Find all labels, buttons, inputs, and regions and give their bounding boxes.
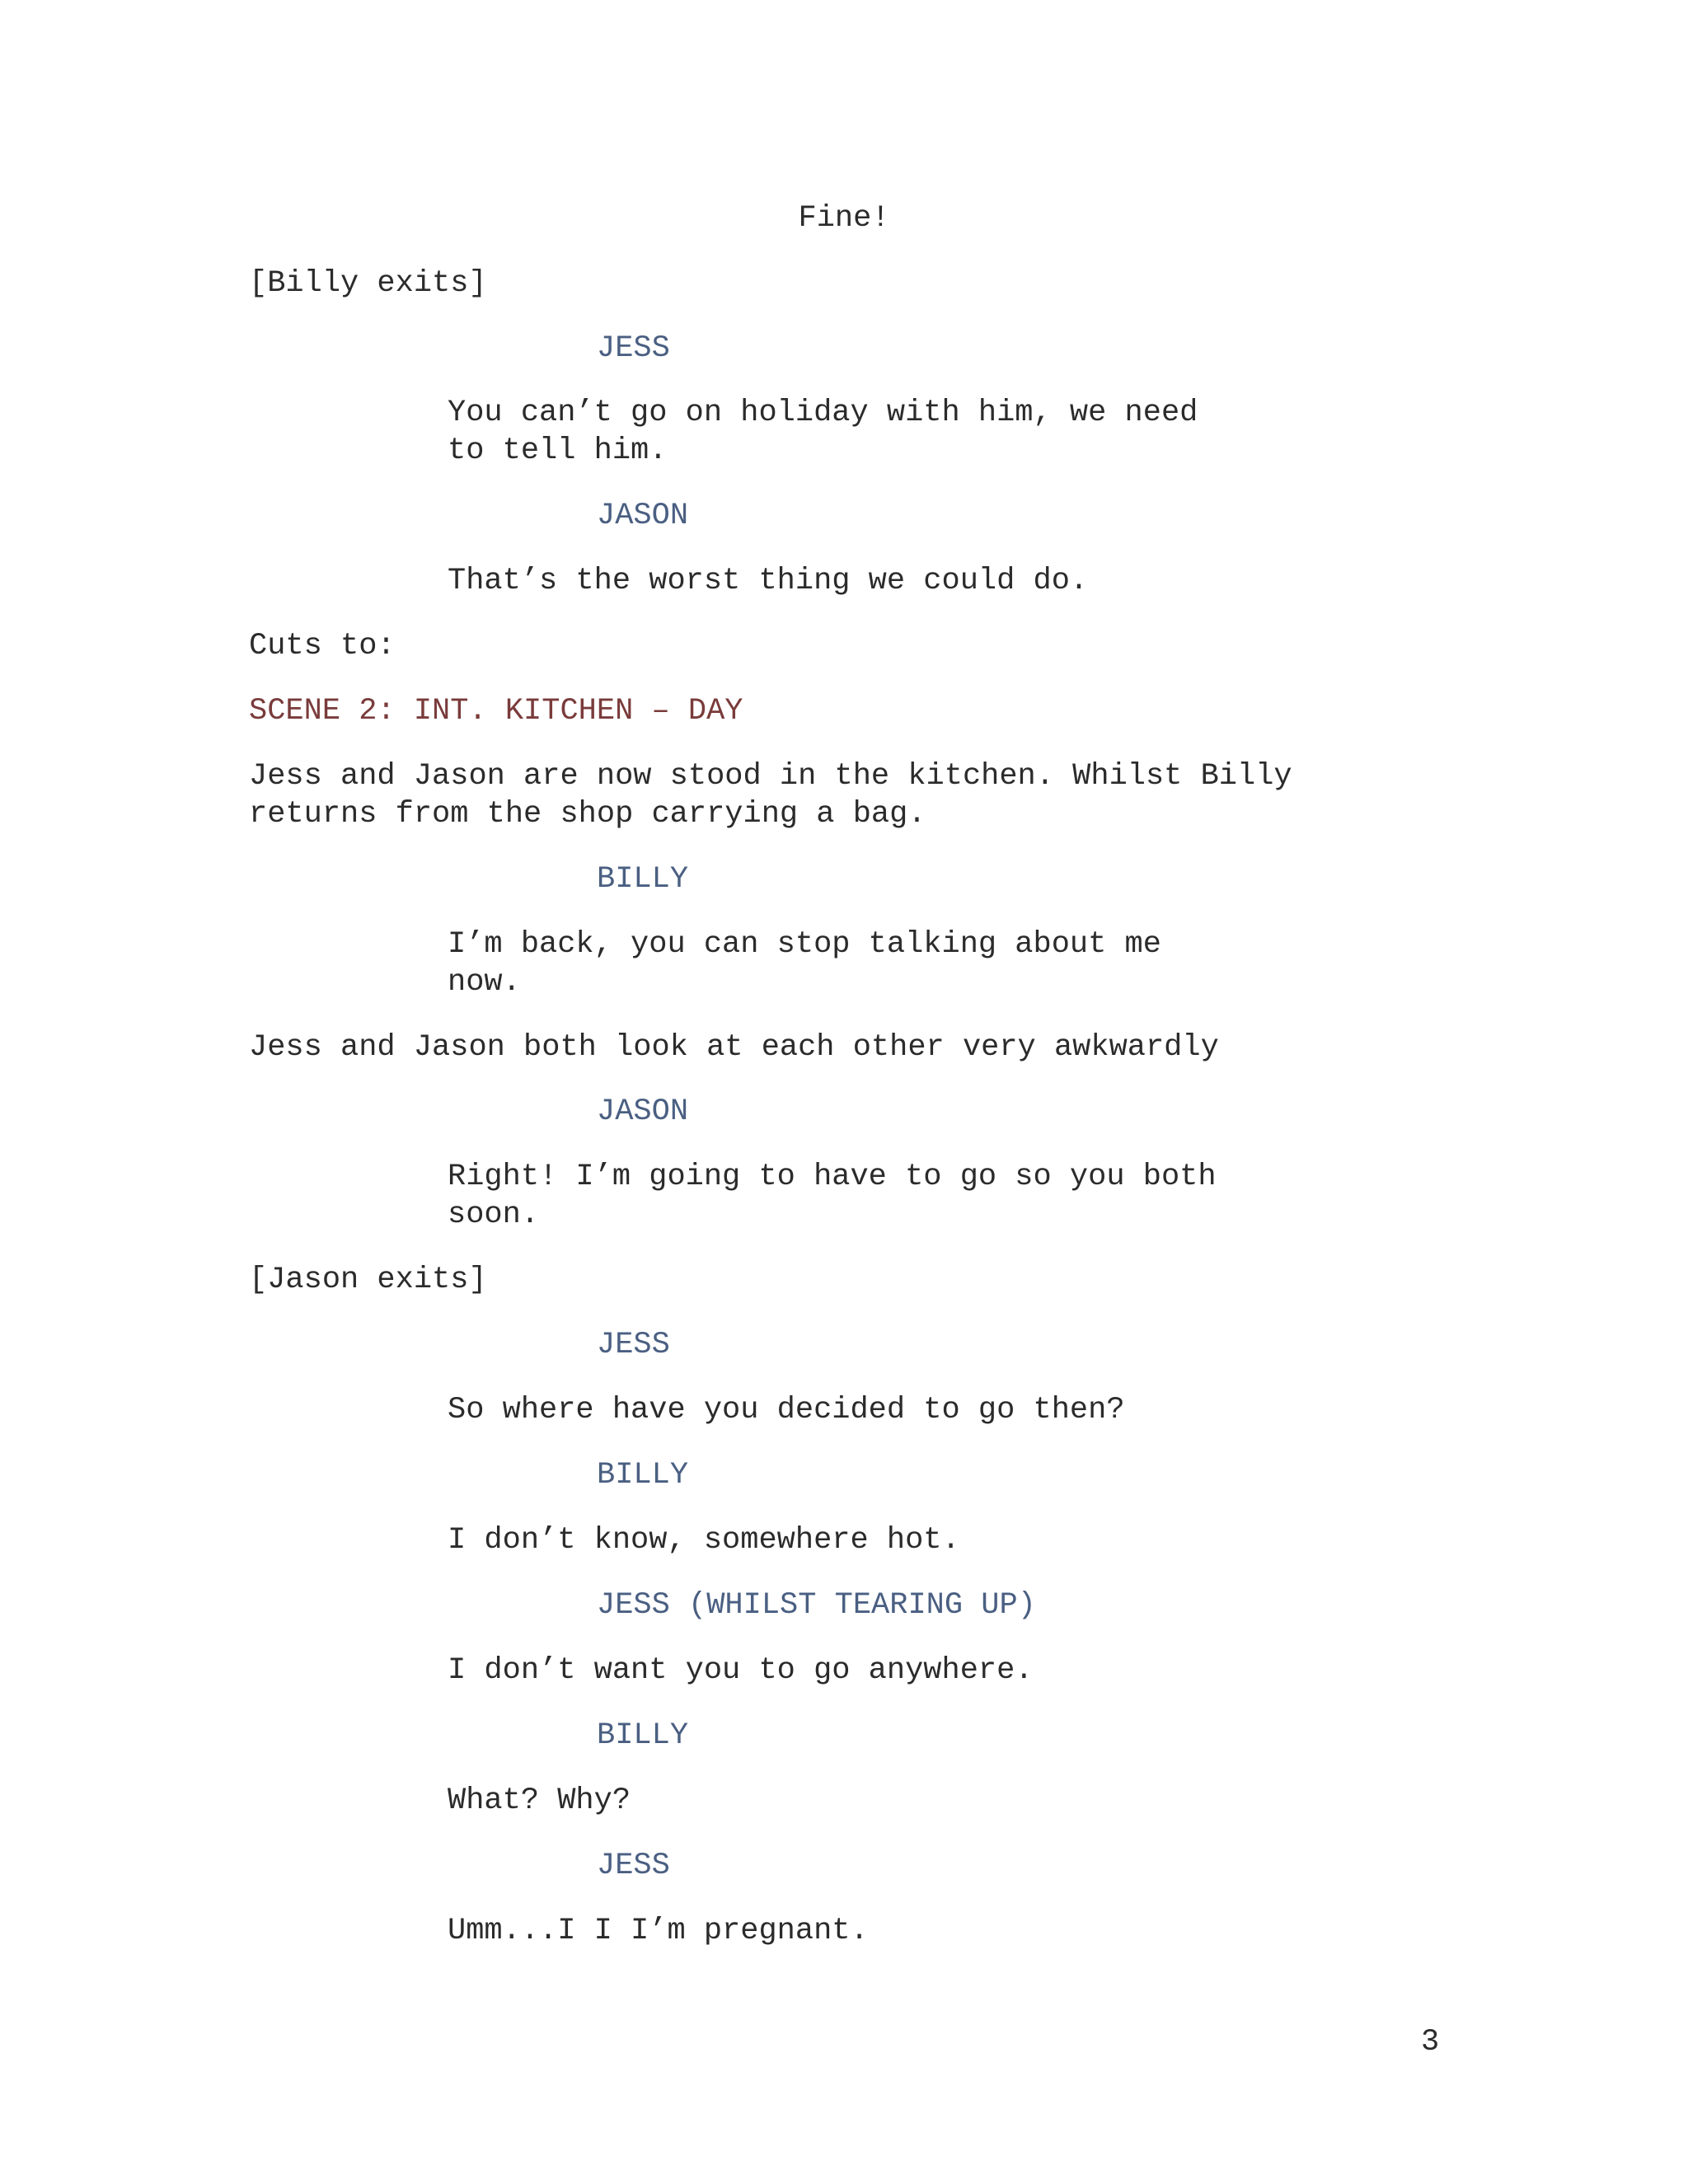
dialogue-line: You can’t go on holiday with him, we need: [448, 396, 1198, 430]
transition: Cuts to:: [249, 629, 396, 663]
character-cue: BILLY: [597, 1718, 689, 1753]
character-cue: JASON: [597, 499, 689, 533]
scene-heading: SCENE 2: INT. KITCHEN – DAY: [249, 694, 743, 729]
dialogue-line: That’s the worst thing we could do.: [448, 564, 1089, 598]
dialogue-line: I don’t know, somewhere hot.: [448, 1523, 960, 1558]
dialogue-line: Umm...I I I’m pregnant.: [448, 1914, 869, 1948]
dialogue-line: So where have you decided to go then?: [448, 1393, 1125, 1427]
character-cue: JESS (WHILST TEARING UP): [597, 1588, 1036, 1623]
dialogue-line: Fine!: [798, 201, 890, 236]
character-cue: BILLY: [597, 862, 689, 897]
character-cue: BILLY: [597, 1458, 689, 1493]
dialogue-line: What? Why?: [448, 1783, 631, 1818]
stage-direction: [Billy exits]: [249, 266, 487, 301]
stage-direction: [Jason exits]: [249, 1263, 487, 1297]
dialogue-line: I don’t want you to go anywhere.: [448, 1653, 1034, 1688]
character-cue: JESS: [597, 331, 670, 366]
page-number: 3: [1421, 2025, 1440, 2060]
character-cue: JASON: [597, 1094, 689, 1129]
dialogue-line: I’m back, you can stop talking about me: [448, 927, 1161, 962]
action-line: Jess and Jason are now stood in the kitchen. Whilst Billy: [249, 759, 1292, 794]
dialogue-line: Right! I’m going to have to go so you both: [448, 1160, 1217, 1194]
character-cue: JESS: [597, 1328, 670, 1362]
dialogue-line: soon.: [448, 1197, 540, 1232]
character-cue: JESS: [597, 1849, 670, 1883]
action-line: returns from the shop carrying a bag.: [249, 797, 926, 832]
dialogue-line: to tell him.: [448, 434, 668, 468]
dialogue-line: now.: [448, 965, 521, 1000]
action-line: Jess and Jason both look at each other very awkwardly: [249, 1030, 1219, 1065]
